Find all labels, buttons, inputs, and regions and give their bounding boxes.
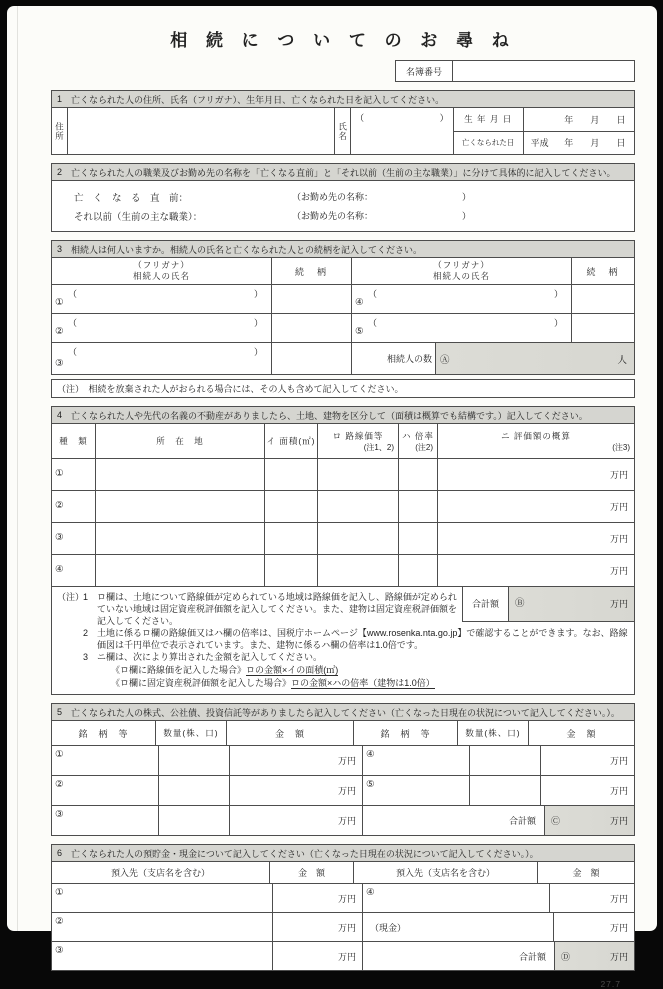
heir-relation-cell-5 [572, 314, 634, 342]
col-roadprice-note: (注1、2) [364, 442, 398, 453]
heir-name-cell-5 [352, 314, 572, 342]
heir-count-unit: 人 [617, 352, 627, 366]
heir-paren-close-5: ） [554, 316, 563, 329]
sec6-bank-2 [52, 913, 273, 941]
re-valuation-2 [438, 491, 634, 522]
furigana-header-right: （フリガナ） [433, 260, 490, 271]
section-2-number: 2 [57, 167, 62, 177]
section-3-number: 3 [57, 244, 62, 254]
heir-relation-cell-3 [272, 343, 351, 374]
deposits-header-row [52, 862, 634, 884]
re-number-2: ② [52, 491, 95, 511]
heir-paren-open-3: （ [68, 345, 77, 358]
formula-2: ロの金額×ハの倍率（建物は1.0倍） [291, 678, 435, 689]
col-valuation-header [438, 424, 634, 458]
sec6-amount-3 [273, 942, 363, 970]
note-1-text: ロ欄は、土地について路線価が定められている地域は路線価を記入し、路線価が定められていない地域は固定資産税評価額を記入してください。また、建物は固定資産税評価額を記入してください。 [97, 591, 457, 627]
deposits-total-cell [555, 942, 634, 970]
section-1-header [51, 90, 635, 108]
formula-1-line [57, 664, 629, 676]
death-date-label: 亡くなられた日 [454, 132, 524, 155]
note-2 [57, 627, 629, 651]
re-unit-1: 万円 [610, 468, 628, 481]
re-unit-2: 万円 [610, 500, 628, 513]
section-3-heading: 相続人は何人いますか。相続人の氏名と亡くなられた人との続柄を記入してください。 [71, 243, 422, 256]
re-area-4 [265, 555, 318, 586]
sec5-name-2 [52, 776, 159, 805]
real-estate-total-box [462, 587, 634, 622]
sec5-qty-5 [470, 776, 541, 805]
col-rate-header [399, 424, 438, 458]
sec6-bank-1 [52, 884, 273, 912]
section-5-header [51, 703, 635, 721]
section-6-heading: 亡くなられた人の預貯金・現金について記入してください（亡くなった日現在の状況について記入してください。）。 [71, 847, 539, 860]
sec5-name-header-right: 銘 柄 等 [354, 721, 458, 745]
sec6-unit-4: 万円 [610, 892, 628, 905]
re-unit-3: 万円 [610, 532, 628, 545]
deposits-row-1 [52, 884, 634, 913]
deposits-total-unit: 万円 [610, 950, 628, 963]
col-area-header [265, 424, 318, 458]
section-5-number: 5 [57, 707, 62, 717]
section-1-table [51, 108, 635, 155]
death-month-unit: 月 [582, 136, 608, 149]
register-number-value [453, 61, 634, 81]
re-rate-3 [399, 523, 438, 554]
heir-paren-open-5: （ [368, 316, 377, 329]
sec5-qty-header-right: 数量(株、口) [458, 721, 529, 745]
address-field [68, 108, 335, 154]
furigana-open-paren: （ [355, 111, 364, 154]
note-3 [57, 651, 629, 663]
securities-header-row [52, 721, 634, 746]
heir-count-row [352, 343, 634, 374]
cash-label: （現金） [370, 921, 406, 934]
col-area-label: イ 面積(㎡) [266, 435, 315, 447]
sec5-amount-4 [541, 746, 634, 775]
col-roadprice-header [318, 424, 399, 458]
sec5-number-2: ② [55, 779, 64, 790]
name-field [351, 108, 454, 154]
birth-date-label: 生 年 月 日 [454, 108, 524, 131]
birth-month-unit: 月 [582, 113, 608, 126]
real-estate-total-unit: 万円 [610, 598, 628, 610]
sec5-amount-1 [230, 746, 363, 775]
sec5-name-5 [363, 776, 470, 805]
occupation-earlier-label: それ以前（生前の主な職業）： [74, 209, 292, 223]
section-5 [51, 703, 635, 836]
section-6 [51, 844, 635, 971]
birth-year-unit: 年 [556, 113, 582, 126]
sec6-number-3: ③ [55, 945, 64, 956]
heir-paren-close-1: ） [254, 287, 263, 300]
name-header-left: 相続人の氏名 [133, 271, 190, 282]
sec5-number-1: ① [55, 749, 64, 760]
securities-table [51, 721, 635, 836]
heir-row-2 [52, 314, 351, 343]
address-label: 住所 [52, 108, 68, 154]
heir-number-1: ① [55, 297, 64, 308]
section-2-body [51, 181, 635, 232]
page-number: 27.7 [51, 979, 635, 989]
furigana-header-left: （フリガナ） [133, 260, 190, 271]
deposits-row-2 [52, 913, 634, 942]
sec5-amount-header-left: 金 額 [227, 721, 354, 745]
heir-number-4: ④ [355, 297, 364, 308]
col-rate-label: ハ 倍率 [402, 430, 434, 442]
real-estate-row-2 [52, 491, 634, 523]
heir-row-1 [52, 285, 351, 314]
employer-close-paren-2: ） [462, 209, 471, 222]
re-type-4 [52, 555, 96, 586]
securities-row-1 [52, 746, 634, 776]
note-prefix: （注） [57, 591, 83, 627]
real-estate-total-ref-b: Ⓑ [515, 598, 525, 610]
re-area-2 [265, 491, 318, 522]
sec5-amount-5 [541, 776, 634, 805]
heir-paren-open-1: （ [68, 287, 77, 300]
section-2-header [51, 163, 635, 181]
formula-2-label: 《ロ欄に固定資産税評価額を記入した場合》 [111, 678, 291, 688]
birth-date-field [524, 108, 634, 131]
sec6-cash-cell [363, 913, 554, 941]
employer-close-paren-1: ） [462, 190, 471, 203]
col-rate-note: (注2) [415, 442, 437, 453]
heir-row-3 [52, 343, 351, 374]
note-3-number: 3 [83, 651, 97, 663]
sec5-amount-header-right: 金 額 [529, 721, 634, 745]
re-valuation-3 [438, 523, 634, 554]
real-estate-row-1 [52, 459, 634, 491]
register-number-label: 名簿番号 [396, 61, 453, 81]
deposits-table [51, 862, 635, 971]
section-3 [51, 240, 635, 398]
sec5-qty-1 [159, 746, 230, 775]
page-title: 相 続 に つ い て の お 尋 ね [51, 26, 635, 51]
sec5-unit-1: 万円 [338, 754, 356, 767]
section-6-header [51, 844, 635, 862]
sec5-unit-5: 万円 [610, 784, 628, 797]
occupation-earlier-row [74, 206, 634, 225]
heir-name-header-left [52, 258, 272, 284]
occupation-before-death-label: 亡 く な る 直 前： [74, 190, 292, 204]
section-4-header [51, 406, 635, 424]
heirs-table [51, 258, 635, 375]
re-type-3 [52, 523, 96, 554]
sec6-unit-1: 万円 [338, 892, 356, 905]
securities-row-3 [52, 806, 634, 835]
heir-relation-cell-4 [572, 285, 634, 313]
real-estate-row-3 [52, 523, 634, 555]
heir-name-header-right [352, 258, 572, 284]
col-valuation-label: ニ 評価額の概算 [501, 430, 571, 442]
re-unit-4: 万円 [610, 564, 628, 577]
note-2-indent [57, 627, 83, 651]
re-valuation-1 [438, 459, 634, 490]
sec5-name-1 [52, 746, 159, 775]
section-4-notes [52, 587, 634, 694]
heirs-header-left [52, 258, 351, 285]
col-type-header [52, 424, 96, 458]
sec6-amount-4 [550, 884, 634, 912]
col-location-header [96, 424, 265, 458]
sec5-amount-2 [230, 776, 363, 805]
re-area-1 [265, 459, 318, 490]
re-valuation-4 [438, 555, 634, 586]
death-year-unit: 年 [556, 136, 582, 149]
sec6-amount-header-left: 金 額 [270, 862, 354, 883]
sec6-amount-2 [273, 913, 363, 941]
date-block [454, 108, 634, 154]
real-estate-header-row [52, 424, 634, 459]
heir-paren-close-4: ） [554, 287, 563, 300]
re-area-3 [265, 523, 318, 554]
section-6-number: 6 [57, 848, 62, 858]
sec6-bank-header-left: 預入先（支店名を含む） [52, 862, 270, 883]
death-date-row [454, 132, 634, 155]
section-4 [51, 406, 635, 695]
sec6-unit-3: 万円 [338, 950, 356, 963]
note-3-indent [57, 651, 83, 663]
re-roadprice-1 [318, 459, 399, 490]
sec6-bank-header-right: 預入先（支店名を含む） [354, 862, 538, 883]
heir-row-4 [352, 285, 634, 314]
re-rate-2 [399, 491, 438, 522]
heir-paren-close-2: ） [254, 316, 263, 329]
form-page [7, 6, 657, 931]
sec5-number-5: ⑤ [366, 779, 375, 790]
sec5-unit-4: 万円 [610, 754, 628, 767]
formula-2-line [57, 677, 629, 689]
heir-count-label: 相続人の数 [352, 343, 435, 374]
sec6-amount-1 [273, 884, 363, 912]
real-estate-total-label: 合計額 [463, 587, 509, 621]
re-rate-4 [399, 555, 438, 586]
name-label: 氏名 [335, 108, 351, 154]
heir-name-cell-3 [52, 343, 272, 374]
death-day-unit: 日 [608, 136, 634, 149]
register-number-box [395, 60, 635, 82]
relation-header-left: 続 柄 [272, 258, 351, 284]
sec6-number-1: ① [55, 887, 64, 898]
col-valuation-note: (注3) [612, 442, 634, 453]
heir-number-2: ② [55, 326, 64, 337]
re-roadprice-2 [318, 491, 399, 522]
sec5-name-header-left: 銘 柄 等 [52, 721, 156, 745]
section-3-note: （注） 相続を放棄された人がおられる場合には、その人も含めて記入してください。 [51, 379, 635, 398]
heir-name-cell-4 [352, 285, 572, 313]
deposits-total-ref-d: Ⓓ [561, 950, 570, 963]
re-location-1 [96, 459, 265, 490]
note-3-text: ニ欄は、次により算出された金額を記入してください。 [97, 651, 629, 663]
sec6-unit-2: 万円 [338, 921, 356, 934]
heir-number-5: ⑤ [355, 326, 364, 337]
employer-name-label-2: （お勤め先の名称： [292, 209, 462, 222]
sec6-bank-3 [52, 942, 273, 970]
sec5-number-4: ④ [366, 749, 375, 760]
death-era-label: 平成 [524, 136, 556, 149]
heir-relation-cell-2 [272, 314, 351, 342]
securities-total-ref-c: Ⓒ [551, 814, 560, 827]
sec5-name-3 [52, 806, 159, 835]
re-location-4 [96, 555, 265, 586]
death-date-field [524, 132, 634, 155]
securities-row-2 [52, 776, 634, 806]
col-location-label: 所 在 地 [156, 435, 204, 447]
re-number-3: ③ [52, 523, 95, 543]
heir-paren-open-2: （ [68, 316, 77, 329]
heir-number-3: ③ [55, 358, 64, 369]
note-1-number: 1 [83, 591, 97, 627]
heir-count-cell [435, 343, 634, 374]
form-content [51, 6, 635, 989]
sec5-name-4 [363, 746, 470, 775]
sec5-unit-3: 万円 [338, 814, 356, 827]
heirs-table-right [352, 258, 634, 374]
real-estate-total-cell [509, 587, 634, 621]
heir-row-5 [352, 314, 634, 343]
re-roadprice-4 [318, 555, 399, 586]
note-2-text: 土地に係るロ欄の路線価又はハ欄の倍率は、国税庁ホームページ【www.rosenka.nta.go.jp】で確認することができます。なお、路線価図は千円単位で表示されています。また、建物に係るハ欄の倍率は1.0倍です。 [97, 627, 629, 651]
sec5-qty-2 [159, 776, 230, 805]
sec6-cash-unit: 万円 [610, 921, 628, 934]
re-rate-1 [399, 459, 438, 490]
note-2-number: 2 [83, 627, 97, 651]
section-1-heading: 亡くなられた人の住所、氏名（フリガナ）、生年月日、亡くなられた日を記入してください。 [71, 93, 444, 106]
securities-total-unit: 万円 [610, 814, 628, 827]
birth-day-unit: 日 [608, 113, 634, 126]
sec5-qty-3 [159, 806, 230, 835]
real-estate-row-4 [52, 555, 634, 587]
heirs-header-right [352, 258, 634, 285]
re-roadprice-3 [318, 523, 399, 554]
sec5-unit-2: 万円 [338, 784, 356, 797]
section-1-number: 1 [57, 94, 62, 104]
heir-name-cell-1 [52, 285, 272, 313]
sec6-number-4: ④ [366, 887, 375, 898]
section-1 [51, 90, 635, 155]
section-4-heading: 亡くなられた人や先代の名義の不動産がありましたら、土地、建物を区分して（面積は概算でも結構です。）記入してください。 [71, 409, 588, 422]
name-header-right: 相続人の氏名 [433, 271, 490, 282]
securities-total-cell [545, 806, 634, 835]
deposits-row-3 [52, 942, 634, 970]
section-2 [51, 163, 635, 232]
sec5-amount-3 [230, 806, 363, 835]
col-type-label: 種 類 [59, 435, 88, 447]
section-5-heading: 亡くなられた人の株式、公社債、投資信託等がありましたら記入してください（亡くなった日現在の状況について記入してください。）。 [71, 706, 620, 719]
re-type-1 [52, 459, 96, 490]
securities-total-label: 合計額 [363, 806, 545, 835]
real-estate-table [51, 424, 635, 695]
deposits-total-label: 合計額 [363, 942, 555, 970]
re-number-1: ① [52, 459, 95, 479]
re-number-4: ④ [52, 555, 95, 575]
occupation-before-death-row [74, 187, 634, 206]
heir-relation-cell-1 [272, 285, 351, 313]
heirs-table-left [52, 258, 352, 374]
heir-paren-open-4: （ [368, 287, 377, 300]
heir-paren-close-3: ） [254, 345, 263, 358]
col-roadprice-label: ロ 路線価等 [333, 430, 384, 442]
sec5-number-3: ③ [55, 809, 64, 820]
sec6-bank-4 [363, 884, 550, 912]
relation-header-right: 続 柄 [572, 258, 634, 284]
section-2-heading: 亡くなられた人の職業及びお勤め先の名称を「亡くなる直前」と「それ以前（生前の主な職業）」に分けて具体的に記入してください。 [71, 166, 616, 179]
sec6-amount-header-right: 金 額 [538, 862, 634, 883]
formula-1: ロの金額×イの面積(㎡) [246, 665, 338, 676]
sec6-number-2: ② [55, 916, 64, 927]
birth-date-row [454, 108, 634, 132]
furigana-close-paren: ） [440, 111, 449, 154]
re-type-2 [52, 491, 96, 522]
sec6-cash-amount [554, 913, 634, 941]
section-3-header [51, 240, 635, 258]
section-4-number: 4 [57, 410, 62, 420]
heir-count-ref-a: Ⓐ [440, 352, 450, 366]
formula-1-label: 《ロ欄に路線価を記入した場合》 [111, 665, 246, 675]
heir-name-cell-2 [52, 314, 272, 342]
sec5-qty-header-left: 数量(株、口) [156, 721, 227, 745]
employer-name-label-1: （お勤め先の名称： [292, 190, 462, 203]
re-location-3 [96, 523, 265, 554]
sec5-qty-4 [470, 746, 541, 775]
re-location-2 [96, 491, 265, 522]
